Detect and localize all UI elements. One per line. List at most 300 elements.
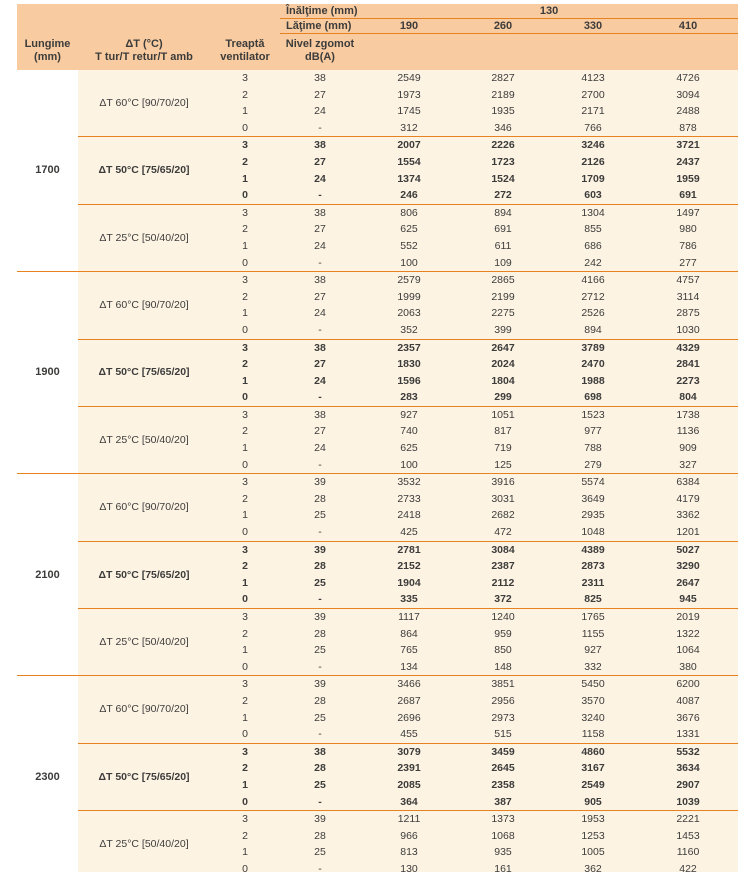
heat-output-cell: 2357 bbox=[360, 339, 458, 356]
heat-output-cell: 100 bbox=[360, 457, 458, 474]
heat-output-cell: 1904 bbox=[360, 575, 458, 592]
heat-output-cell: 2696 bbox=[360, 710, 458, 727]
delta-t-label-cell: ΔT 60°C [90/70/20] bbox=[78, 474, 210, 541]
fan-speed-cell: 1 bbox=[210, 642, 280, 659]
noise-level-cell: 25 bbox=[280, 777, 360, 794]
table-row bbox=[17, 406, 738, 423]
heat-output-cell: 977 bbox=[548, 423, 638, 440]
noise-level-cell: 39 bbox=[280, 811, 360, 828]
heat-output-cell: 2437 bbox=[638, 154, 738, 171]
header-width-260: 260 bbox=[458, 19, 548, 34]
header-row-height bbox=[17, 4, 738, 19]
noise-level-cell: 25 bbox=[280, 710, 360, 727]
noise-level-cell: - bbox=[280, 255, 360, 272]
heat-output-cell: 515 bbox=[458, 726, 548, 743]
heat-output-cell: 3362 bbox=[638, 507, 738, 524]
fan-speed-cell: 3 bbox=[210, 272, 280, 289]
heat-output-cell: 5532 bbox=[638, 743, 738, 760]
heat-output-cell: 1988 bbox=[548, 373, 638, 390]
heat-output-cell: 272 bbox=[458, 187, 548, 204]
header-spacer bbox=[548, 34, 638, 71]
delta-t-label-cell: ΔT 25°C [50/40/20] bbox=[78, 609, 210, 676]
heat-output-cell: 1155 bbox=[548, 626, 638, 643]
heat-output-cell: 246 bbox=[360, 187, 458, 204]
heat-output-cell: 3676 bbox=[638, 710, 738, 727]
heat-output-cell: 299 bbox=[458, 389, 548, 406]
heat-output-cell: 2647 bbox=[638, 575, 738, 592]
heat-output-cell: 1051 bbox=[458, 406, 548, 423]
fan-speed-cell: 2 bbox=[210, 289, 280, 306]
header-row-width bbox=[17, 19, 738, 34]
heat-output-cell: 2019 bbox=[638, 609, 738, 626]
table-row bbox=[17, 541, 738, 558]
header-lungime-label bbox=[17, 34, 78, 71]
table-row bbox=[17, 474, 738, 491]
heat-output-cell: 765 bbox=[360, 642, 458, 659]
delta-t-label-cell: ΔT 50°C [75/65/20] bbox=[78, 743, 210, 810]
table-row bbox=[17, 811, 738, 828]
heat-output-cell: 1723 bbox=[458, 154, 548, 171]
delta-t-label-cell: ΔT 25°C [50/40/20] bbox=[78, 406, 210, 473]
heat-output-cell: 425 bbox=[360, 524, 458, 541]
heat-output-cell: 1030 bbox=[638, 322, 738, 339]
header-lungime-line2: (mm) bbox=[34, 50, 61, 63]
delta-t-label-cell: ΔT 25°C [50/40/20] bbox=[78, 811, 210, 872]
heat-output-cell: 2841 bbox=[638, 356, 738, 373]
header-spacer bbox=[458, 34, 548, 71]
heat-output-cell: 332 bbox=[548, 659, 638, 676]
heat-output-cell: 2712 bbox=[548, 289, 638, 306]
fan-speed-cell: 3 bbox=[210, 339, 280, 356]
heat-output-cell: 909 bbox=[638, 440, 738, 457]
heat-output-cell: 2526 bbox=[548, 305, 638, 322]
fan-speed-cell: 0 bbox=[210, 389, 280, 406]
heat-output-cell: 1709 bbox=[548, 171, 638, 188]
heat-output-cell: 1830 bbox=[360, 356, 458, 373]
heat-output-cell: 2733 bbox=[360, 491, 458, 508]
heat-output-cell: 945 bbox=[638, 591, 738, 608]
heat-output-cell: 2700 bbox=[548, 87, 638, 104]
heat-output-cell: 927 bbox=[360, 406, 458, 423]
noise-level-cell: - bbox=[280, 120, 360, 137]
heat-output-cell: 1373 bbox=[458, 811, 548, 828]
heat-output-cell: 125 bbox=[458, 457, 548, 474]
fan-speed-cell: 2 bbox=[210, 558, 280, 575]
heat-output-cell: 5450 bbox=[548, 676, 638, 693]
heat-output-cell: 766 bbox=[548, 120, 638, 137]
table-row bbox=[17, 676, 738, 693]
heat-output-cell: 352 bbox=[360, 322, 458, 339]
fan-speed-cell: 3 bbox=[210, 204, 280, 221]
heat-output-cell: 894 bbox=[458, 204, 548, 221]
heat-output-cell: 4726 bbox=[638, 70, 738, 87]
heat-output-cell: 806 bbox=[360, 204, 458, 221]
heat-output-cell: 2579 bbox=[360, 272, 458, 289]
noise-level-cell: - bbox=[280, 457, 360, 474]
table-row bbox=[17, 137, 738, 154]
heat-output-cell: 3649 bbox=[548, 491, 638, 508]
noise-level-cell: 28 bbox=[280, 828, 360, 845]
noise-level-cell: 39 bbox=[280, 609, 360, 626]
heat-output-cell: 1738 bbox=[638, 406, 738, 423]
heat-output-cell: 1497 bbox=[638, 204, 738, 221]
fan-speed-cell: 2 bbox=[210, 760, 280, 777]
heat-output-cell: 161 bbox=[458, 861, 548, 872]
heat-output-cell: 3532 bbox=[360, 474, 458, 491]
fan-speed-cell: 3 bbox=[210, 474, 280, 491]
heat-output-cell: 686 bbox=[548, 238, 638, 255]
heat-output-cell: 1005 bbox=[548, 844, 638, 861]
length-value-cell: 2100 bbox=[17, 474, 78, 676]
heat-output-cell: 2199 bbox=[458, 289, 548, 306]
heat-output-cell: 3094 bbox=[638, 87, 738, 104]
delta-t-label-cell: ΔT 25°C [50/40/20] bbox=[78, 204, 210, 271]
fan-speed-cell: 2 bbox=[210, 693, 280, 710]
heat-output-cell: 2358 bbox=[458, 777, 548, 794]
header-treapta-line2: ventilator bbox=[220, 50, 270, 63]
fan-speed-cell: 0 bbox=[210, 726, 280, 743]
heat-output-cell: 4389 bbox=[548, 541, 638, 558]
heat-output-cell: 3851 bbox=[458, 676, 548, 693]
heat-output-cell: 455 bbox=[360, 726, 458, 743]
heat-output-cell: 4860 bbox=[548, 743, 638, 760]
heat-output-cell: 1804 bbox=[458, 373, 548, 390]
header-spacer bbox=[360, 34, 458, 71]
heat-output-cell: 472 bbox=[458, 524, 548, 541]
noise-level-cell: 28 bbox=[280, 760, 360, 777]
fan-speed-cell: 2 bbox=[210, 423, 280, 440]
heat-output-cell: 2024 bbox=[458, 356, 548, 373]
noise-level-cell: 38 bbox=[280, 406, 360, 423]
heat-output-cell: 2682 bbox=[458, 507, 548, 524]
heat-output-cell: 387 bbox=[458, 794, 548, 811]
fan-speed-cell: 3 bbox=[210, 70, 280, 87]
noise-level-cell: 27 bbox=[280, 154, 360, 171]
heat-output-cell: 2647 bbox=[458, 339, 548, 356]
heat-output-cell: 1953 bbox=[548, 811, 638, 828]
heat-output-cell: 1158 bbox=[548, 726, 638, 743]
heat-output-cell: 2126 bbox=[548, 154, 638, 171]
heat-output-cell: 279 bbox=[548, 457, 638, 474]
noise-level-cell: 24 bbox=[280, 171, 360, 188]
heat-output-cell: 2973 bbox=[458, 710, 548, 727]
fan-speed-cell: 3 bbox=[210, 406, 280, 423]
noise-level-cell: 25 bbox=[280, 575, 360, 592]
noise-level-cell: 24 bbox=[280, 440, 360, 457]
heat-output-cell: 3079 bbox=[360, 743, 458, 760]
heat-output-cell: 1524 bbox=[458, 171, 548, 188]
heat-output-cell: 3031 bbox=[458, 491, 548, 508]
heat-output-cell: 2275 bbox=[458, 305, 548, 322]
heat-output-cell: 2311 bbox=[548, 575, 638, 592]
heat-output-cell: 277 bbox=[638, 255, 738, 272]
heat-output-cell: 1374 bbox=[360, 171, 458, 188]
heat-output-cell: 3246 bbox=[548, 137, 638, 154]
fan-speed-cell: 2 bbox=[210, 626, 280, 643]
heat-output-cell: 1523 bbox=[548, 406, 638, 423]
heat-output-cell: 691 bbox=[458, 221, 548, 238]
fan-speed-cell: 3 bbox=[210, 743, 280, 760]
header-spacer bbox=[638, 34, 738, 71]
heat-output-cell: 2549 bbox=[548, 777, 638, 794]
heat-output-cell: 5574 bbox=[548, 474, 638, 491]
noise-level-cell: 38 bbox=[280, 339, 360, 356]
heat-output-cell: 3240 bbox=[548, 710, 638, 727]
header-row-columns bbox=[17, 34, 738, 71]
header-width-410: 410 bbox=[638, 19, 738, 34]
header-spacer bbox=[17, 4, 280, 19]
spec-table bbox=[17, 4, 738, 872]
heat-output-cell: 2549 bbox=[360, 70, 458, 87]
header-lungime-line1: Lungime bbox=[24, 37, 71, 50]
header-delta-t-line1: ΔT (°C) bbox=[125, 37, 163, 50]
heat-output-cell: 346 bbox=[458, 120, 548, 137]
heat-output-cell: 2827 bbox=[458, 70, 548, 87]
heat-output-cell: 1039 bbox=[638, 794, 738, 811]
heat-output-cell: 399 bbox=[458, 322, 548, 339]
noise-level-cell: 38 bbox=[280, 204, 360, 221]
heat-output-cell: 3721 bbox=[638, 137, 738, 154]
heat-output-cell: 850 bbox=[458, 642, 548, 659]
table-row bbox=[17, 609, 738, 626]
noise-level-cell: 27 bbox=[280, 289, 360, 306]
fan-speed-cell: 1 bbox=[210, 103, 280, 120]
noise-level-cell: 38 bbox=[280, 137, 360, 154]
heat-output-cell: 2152 bbox=[360, 558, 458, 575]
noise-level-cell: 27 bbox=[280, 423, 360, 440]
heat-output-cell: 130 bbox=[360, 861, 458, 872]
noise-level-cell: 38 bbox=[280, 70, 360, 87]
heat-output-cell: 935 bbox=[458, 844, 548, 861]
header-inaltime-label: Înălţime (mm) bbox=[280, 4, 360, 19]
heat-output-cell: 3916 bbox=[458, 474, 548, 491]
fan-speed-cell: 3 bbox=[210, 811, 280, 828]
fan-speed-cell: 2 bbox=[210, 87, 280, 104]
fan-speed-cell: 1 bbox=[210, 844, 280, 861]
fan-speed-cell: 0 bbox=[210, 794, 280, 811]
fan-speed-cell: 3 bbox=[210, 137, 280, 154]
noise-level-cell: 38 bbox=[280, 272, 360, 289]
heat-output-cell: 3114 bbox=[638, 289, 738, 306]
heat-output-cell: 1240 bbox=[458, 609, 548, 626]
noise-level-cell: 24 bbox=[280, 305, 360, 322]
heat-output-cell: 1201 bbox=[638, 524, 738, 541]
heat-output-cell: 4087 bbox=[638, 693, 738, 710]
heat-output-cell: 603 bbox=[548, 187, 638, 204]
fan-speed-cell: 0 bbox=[210, 659, 280, 676]
heat-output-cell: 100 bbox=[360, 255, 458, 272]
heat-output-cell: 1160 bbox=[638, 844, 738, 861]
heat-output-cell: 2112 bbox=[458, 575, 548, 592]
heat-output-cell: 3466 bbox=[360, 676, 458, 693]
fan-speed-cell: 0 bbox=[210, 187, 280, 204]
heat-output-cell: 2873 bbox=[548, 558, 638, 575]
delta-t-label-cell: ΔT 60°C [90/70/20] bbox=[78, 676, 210, 743]
fan-speed-cell: 2 bbox=[210, 356, 280, 373]
heat-output-cell: 1453 bbox=[638, 828, 738, 845]
heat-output-cell: 1064 bbox=[638, 642, 738, 659]
heat-output-cell: 2085 bbox=[360, 777, 458, 794]
heat-output-cell: 552 bbox=[360, 238, 458, 255]
noise-level-cell: - bbox=[280, 861, 360, 872]
noise-level-cell: 28 bbox=[280, 558, 360, 575]
fan-speed-cell: 2 bbox=[210, 828, 280, 845]
length-value-cell: 1900 bbox=[17, 272, 78, 474]
heat-output-cell: 2418 bbox=[360, 507, 458, 524]
table-row bbox=[17, 272, 738, 289]
fan-speed-cell: 1 bbox=[210, 171, 280, 188]
heat-output-cell: 2221 bbox=[638, 811, 738, 828]
heat-output-cell: 4123 bbox=[548, 70, 638, 87]
noise-level-cell: 25 bbox=[280, 507, 360, 524]
fan-speed-cell: 0 bbox=[210, 255, 280, 272]
heat-output-cell: 894 bbox=[548, 322, 638, 339]
noise-level-cell: - bbox=[280, 322, 360, 339]
heat-output-cell: 698 bbox=[548, 389, 638, 406]
heat-output-cell: 611 bbox=[458, 238, 548, 255]
heat-output-cell: 817 bbox=[458, 423, 548, 440]
heat-output-cell: 855 bbox=[548, 221, 638, 238]
heat-output-cell: 242 bbox=[548, 255, 638, 272]
heat-output-cell: 740 bbox=[360, 423, 458, 440]
heat-output-cell: 4179 bbox=[638, 491, 738, 508]
heat-output-cell: 4166 bbox=[548, 272, 638, 289]
heat-output-cell: 4329 bbox=[638, 339, 738, 356]
heat-output-cell: 3789 bbox=[548, 339, 638, 356]
heat-output-cell: 804 bbox=[638, 389, 738, 406]
heat-output-cell: 1554 bbox=[360, 154, 458, 171]
heat-output-cell: 2063 bbox=[360, 305, 458, 322]
noise-level-cell: 28 bbox=[280, 491, 360, 508]
noise-level-cell: 24 bbox=[280, 103, 360, 120]
heat-output-cell: 148 bbox=[458, 659, 548, 676]
table-row bbox=[17, 743, 738, 760]
heat-output-cell: 719 bbox=[458, 440, 548, 457]
length-value-cell: 1700 bbox=[17, 70, 78, 272]
heat-output-cell: 1973 bbox=[360, 87, 458, 104]
heat-output-cell: 3570 bbox=[548, 693, 638, 710]
noise-level-cell: 28 bbox=[280, 626, 360, 643]
header-nivel-label bbox=[280, 34, 360, 71]
noise-level-cell: - bbox=[280, 389, 360, 406]
heat-output-cell: 1322 bbox=[638, 626, 738, 643]
heat-output-cell: 422 bbox=[638, 861, 738, 872]
heat-output-cell: 2645 bbox=[458, 760, 548, 777]
heat-output-cell: 2391 bbox=[360, 760, 458, 777]
heat-output-cell: 1304 bbox=[548, 204, 638, 221]
heat-output-cell: 625 bbox=[360, 440, 458, 457]
noise-level-cell: - bbox=[280, 591, 360, 608]
table-row bbox=[17, 204, 738, 221]
heat-output-cell: 1048 bbox=[548, 524, 638, 541]
heat-output-cell: 2387 bbox=[458, 558, 548, 575]
fan-speed-cell: 0 bbox=[210, 591, 280, 608]
heat-output-cell: 312 bbox=[360, 120, 458, 137]
fan-speed-cell: 2 bbox=[210, 154, 280, 171]
heat-output-cell: 786 bbox=[638, 238, 738, 255]
delta-t-label-cell: ΔT 60°C [90/70/20] bbox=[78, 272, 210, 339]
noise-level-cell: 24 bbox=[280, 373, 360, 390]
heat-output-cell: 980 bbox=[638, 221, 738, 238]
heat-output-cell: 2470 bbox=[548, 356, 638, 373]
fan-speed-cell: 3 bbox=[210, 676, 280, 693]
heat-output-cell: 2875 bbox=[638, 305, 738, 322]
table-body bbox=[17, 70, 738, 872]
heat-output-cell: 2935 bbox=[548, 507, 638, 524]
noise-level-cell: 25 bbox=[280, 642, 360, 659]
fan-speed-cell: 1 bbox=[210, 575, 280, 592]
noise-level-cell: - bbox=[280, 794, 360, 811]
header-delta-t-label bbox=[78, 34, 210, 71]
header-nivel-line2: dB(A) bbox=[305, 51, 335, 63]
fan-speed-cell: 1 bbox=[210, 710, 280, 727]
fan-speed-cell: 3 bbox=[210, 541, 280, 558]
noise-level-cell: 27 bbox=[280, 221, 360, 238]
heat-output-cell: 372 bbox=[458, 591, 548, 608]
delta-t-label-cell: ΔT 50°C [75/65/20] bbox=[78, 339, 210, 406]
noise-level-cell: 39 bbox=[280, 676, 360, 693]
table-header bbox=[17, 4, 738, 70]
heat-output-cell: 2488 bbox=[638, 103, 738, 120]
heat-output-cell: 364 bbox=[360, 794, 458, 811]
noise-level-cell: 39 bbox=[280, 541, 360, 558]
header-spacer bbox=[17, 19, 280, 34]
delta-t-label-cell: ΔT 50°C [75/65/20] bbox=[78, 137, 210, 204]
heat-output-cell: 959 bbox=[458, 626, 548, 643]
heat-output-cell: 2956 bbox=[458, 693, 548, 710]
heat-output-cell: 905 bbox=[548, 794, 638, 811]
length-value-cell: 2300 bbox=[17, 676, 78, 872]
heat-output-cell: 2189 bbox=[458, 87, 548, 104]
heat-output-cell: 927 bbox=[548, 642, 638, 659]
fan-speed-cell: 2 bbox=[210, 221, 280, 238]
header-treapta-label bbox=[210, 34, 280, 71]
heat-output-cell: 4757 bbox=[638, 272, 738, 289]
heat-output-cell: 1331 bbox=[638, 726, 738, 743]
heat-output-cell: 966 bbox=[360, 828, 458, 845]
heat-output-cell: 1745 bbox=[360, 103, 458, 120]
fan-speed-cell: 1 bbox=[210, 373, 280, 390]
heat-output-cell: 380 bbox=[638, 659, 738, 676]
heat-output-cell: 2226 bbox=[458, 137, 548, 154]
heat-output-cell: 2171 bbox=[548, 103, 638, 120]
noise-level-cell: 27 bbox=[280, 87, 360, 104]
noise-level-cell: - bbox=[280, 524, 360, 541]
heat-output-cell: 813 bbox=[360, 844, 458, 861]
heat-output-cell: 283 bbox=[360, 389, 458, 406]
noise-level-cell: - bbox=[280, 659, 360, 676]
noise-level-cell: 27 bbox=[280, 356, 360, 373]
fan-speed-cell: 3 bbox=[210, 609, 280, 626]
table-row bbox=[17, 70, 738, 87]
heat-output-cell: 134 bbox=[360, 659, 458, 676]
heat-output-cell: 1999 bbox=[360, 289, 458, 306]
heat-output-cell: 2865 bbox=[458, 272, 548, 289]
fan-speed-cell: 0 bbox=[210, 120, 280, 137]
fan-speed-cell: 1 bbox=[210, 777, 280, 794]
header-latime-label: Lăţime (mm) bbox=[280, 19, 360, 34]
noise-level-cell: 38 bbox=[280, 743, 360, 760]
heat-output-cell: 1136 bbox=[638, 423, 738, 440]
fan-speed-cell: 0 bbox=[210, 457, 280, 474]
noise-level-cell: 25 bbox=[280, 844, 360, 861]
heat-output-cell: 1253 bbox=[548, 828, 638, 845]
noise-level-cell: - bbox=[280, 726, 360, 743]
heat-output-cell: 3084 bbox=[458, 541, 548, 558]
heat-output-cell: 1211 bbox=[360, 811, 458, 828]
fan-speed-cell: 0 bbox=[210, 524, 280, 541]
heat-output-cell: 825 bbox=[548, 591, 638, 608]
